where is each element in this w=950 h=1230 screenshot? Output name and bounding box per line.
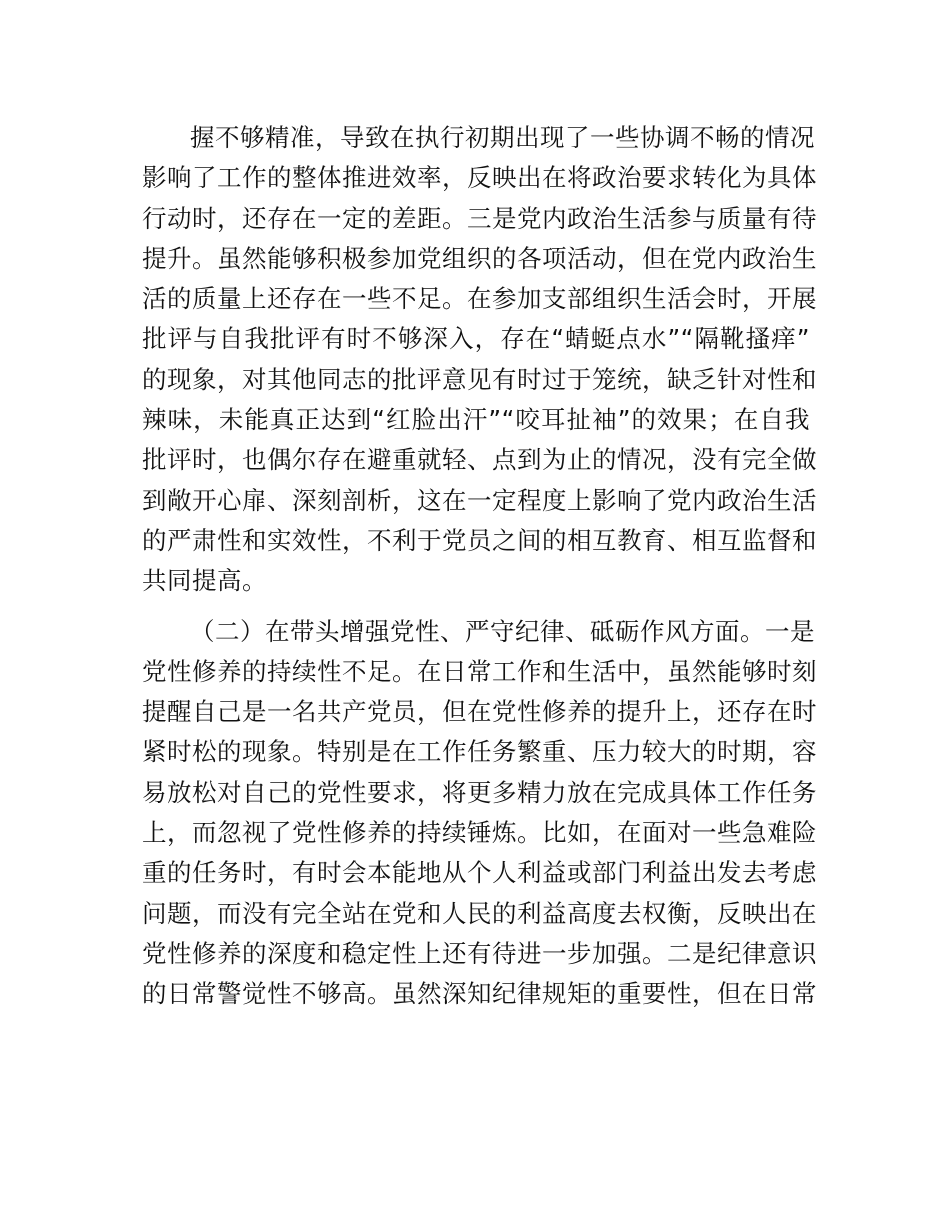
paragraph-line: 影响了工作的整体推进效率，反映出在将政治要求转化为具体 (142, 163, 817, 193)
paragraph-line: 上，而忽视了党性修养的持续锤炼。比如，在面对一些急难险 (142, 818, 817, 848)
paragraph-line: 握不够精准，导致在执行初期出现了一些协调不畅的情况 (190, 123, 815, 152)
paragraph-line: 重的任务时，有时会本能地从个人利益或部门利益出发去考虑 (142, 858, 817, 888)
paragraph-spacer (142, 602, 810, 612)
paragraph-line: 的日常警觉性不够高。虽然深知纪律规矩的重要性，但在日常 (142, 979, 817, 1009)
paragraph-1 (142, 118, 817, 602)
paragraph-line: 辣味，未能真正达到“红脸出汗”“咬耳扯袖”的效果；在自我 (142, 405, 810, 435)
paragraph-line: 的严肃性和实效性，不利于党员之间的相互教育、相互监督和 (142, 525, 817, 555)
paragraph-2 (142, 612, 817, 1015)
paragraph-line: 党性修养的深度和稳定性上还有待进一步加强。二是纪律意识 (142, 938, 817, 968)
paragraph-line: 批评时，也偶尔存在避重就轻、点到为止的情况，没有完全做 (142, 445, 817, 475)
paragraph-line: 问题，而没有完全站在党和人民的利益高度去权衡，反映出在 (142, 898, 817, 928)
paragraph-line: 党性修养的持续性不足。在日常工作和生活中，虽然能够时刻 (142, 656, 817, 686)
paragraph-line: 紧时松的现象。特别是在工作任务繁重、压力较大的时期，容 (142, 737, 817, 767)
paragraph-line: 提醒自己是一名共产党员，但在党性修养的提升上，还存在时 (142, 697, 817, 727)
paragraph-line: 行动时，还存在一定的差距。三是党内政治生活参与质量有待 (142, 203, 817, 233)
paragraph-line: （二）在带头增强党性、严守纪律、砥砺作风方面。一是 (190, 616, 815, 646)
paragraph-line: 提升。虽然能够积极参加党组织的各项活动，但在党内政治生 (142, 243, 817, 273)
paragraph-line: 共同提高。 (142, 566, 267, 596)
paragraph-line: 活的质量上还存在一些不足。在参加支部组织生活会时，开展 (142, 284, 817, 314)
paragraph-line: 易放松对自己的党性要求，将更多精力放在完成具体工作任务 (142, 777, 817, 807)
paragraph-line: 的现象，对其他同志的批评意见有时过于笼统，缺乏针对性和 (142, 364, 817, 394)
body-text (142, 118, 817, 1015)
paragraph-line: 到敞开心扉、深刻剖析，这在一定程度上影响了党内政治生活 (142, 485, 817, 515)
paragraph-line: 批评与自我批评有时不够深入，存在“蜻蜓点水”“隔靴搔痒” (142, 324, 810, 354)
